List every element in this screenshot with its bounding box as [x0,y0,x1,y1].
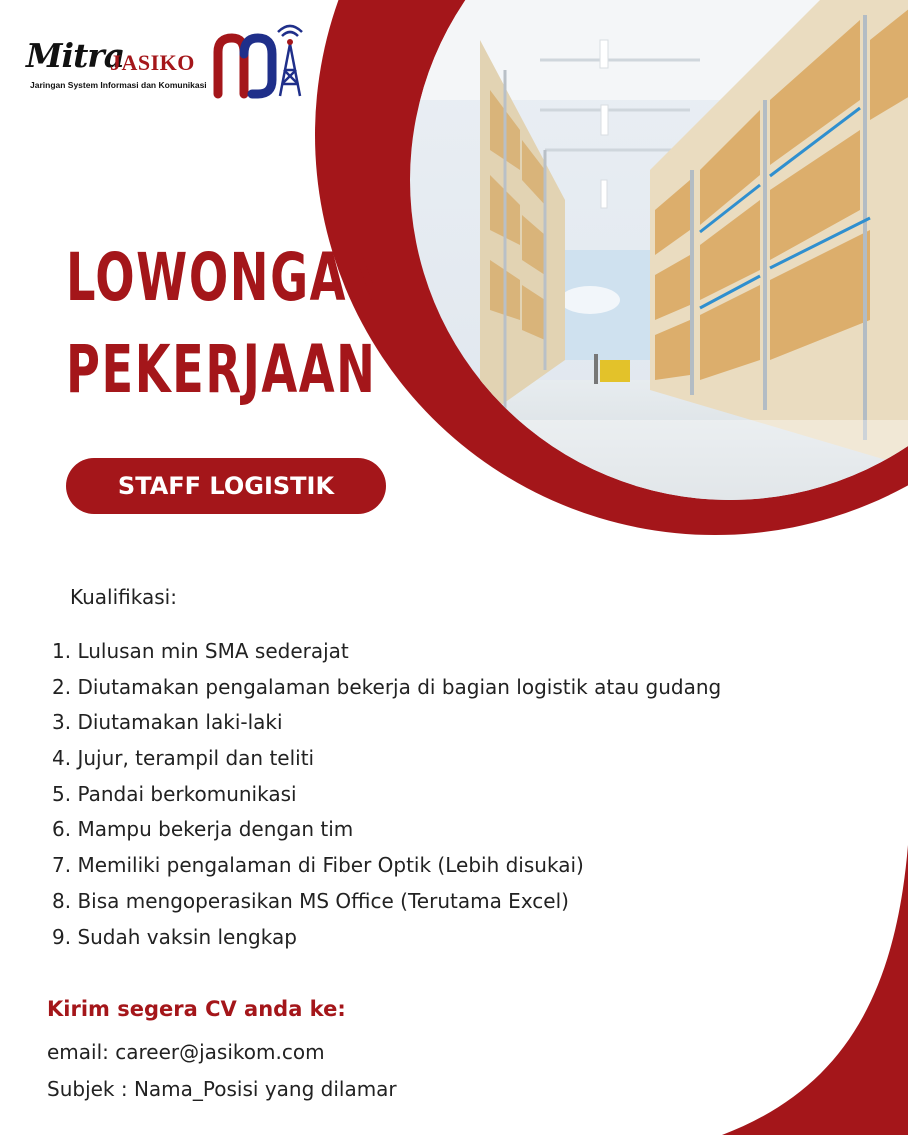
list-item: 1. Lulusan min SMA sederajat [52,639,349,663]
list-item: 9. Sudah vaksin lengkap [52,924,297,949]
position-badge: STAFF LOGISTIK [66,458,386,514]
logo-brand-word: Mitra [26,36,125,75]
logo-company-name: JASIKO [110,50,195,75]
list-item: 6. Mampu bekerja dengan tim [52,817,354,842]
cv-heading: Kirim segera CV anda ke: [47,997,346,1021]
headline-line-2: PEKERJAAN [66,331,377,408]
logo-tagline: Jaringan System Informasi dan Komunikasi [30,80,207,90]
contact-email: email: career@jasikom.com [47,1040,325,1064]
list-item: 5. Pandai berkomunikasi [52,781,297,806]
headline [66,232,426,416]
headline-line-1: LOWONGAN [66,239,388,316]
company-logo [26,24,316,100]
list-item: 4. Jujur, terampil dan teliti [52,746,315,771]
list-item: 8. Bisa mengoperasikan MS Office (Terutama Excel) [52,888,569,913]
list-item: 2. Diutamakan pengalaman bekerja di bagian logistik atau gudang [52,674,722,699]
list-item: 7. Memiliki pengalaman di Fiber Optik (Lebih disukai) [52,853,584,878]
qualifications-list [52,634,721,955]
list-item: 3. Diutamakan laki-laki [52,710,283,735]
contact-subject: Subjek : Nama_Posisi yang dilamar [47,1077,397,1101]
radio-tower-icon [208,24,308,100]
qualifications-label: Kualifikasi: [70,585,177,609]
bottom-right-curve [722,845,908,1135]
